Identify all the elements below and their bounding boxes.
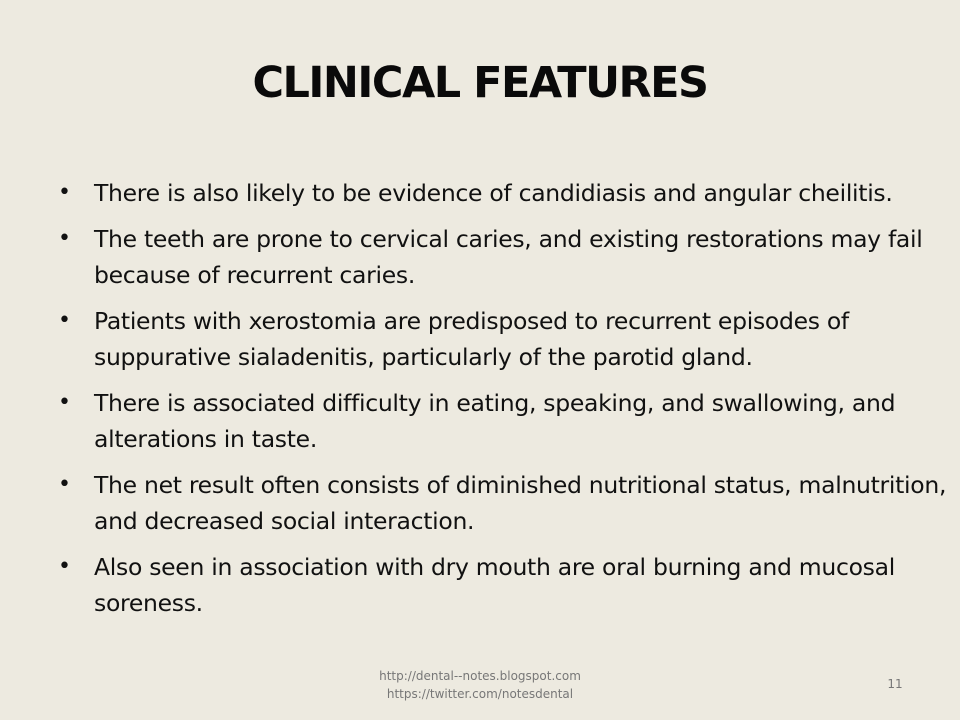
- bullet-text: Also seen in association with dry mouth are oral burning and mucosal soreness.: [94, 553, 895, 617]
- bullet-item: [56, 549, 956, 621]
- bullet-list: [56, 175, 956, 631]
- slide-number: 11: [887, 677, 903, 691]
- bullet-text: The teeth are prone to cervical caries, and existing restorations may fail because of recurrent caries.: [94, 225, 923, 289]
- twitter-link[interactable]: https://twitter.com/notesdental: [386, 687, 574, 701]
- footer-links: [330, 667, 630, 703]
- bullet-dot-icon: •: [58, 308, 71, 333]
- bullet-dot-icon: •: [58, 472, 71, 497]
- bullet-dot-icon: •: [58, 226, 71, 251]
- bullet-item: [56, 221, 956, 293]
- slide-title: CLINICAL FEATURES: [252, 58, 708, 108]
- bullet-text: There is associated difficulty in eating, speaking, and swallowing, and alterations in taste.: [94, 389, 896, 453]
- bullet-item: [56, 175, 956, 211]
- blog-link[interactable]: http://dental--notes.blogspot.com: [379, 669, 581, 683]
- bullet-text: There is also likely to be evidence of candidiasis and angular cheilitis.: [94, 179, 893, 207]
- bullet-dot-icon: •: [58, 180, 71, 205]
- bullet-dot-icon: •: [58, 554, 71, 579]
- bullet-item: [56, 385, 956, 457]
- bullet-item: [56, 303, 956, 375]
- bullet-text: The net result often consists of diminished nutritional status, malnutrition, and decreased social interaction.: [94, 471, 947, 535]
- bullet-text: Patients with xerostomia are predisposed to recurrent episodes of suppurative sialadenitis, particularly of the parotid gland.: [94, 307, 849, 371]
- bullet-dot-icon: •: [58, 390, 71, 415]
- bullet-item: [56, 467, 956, 539]
